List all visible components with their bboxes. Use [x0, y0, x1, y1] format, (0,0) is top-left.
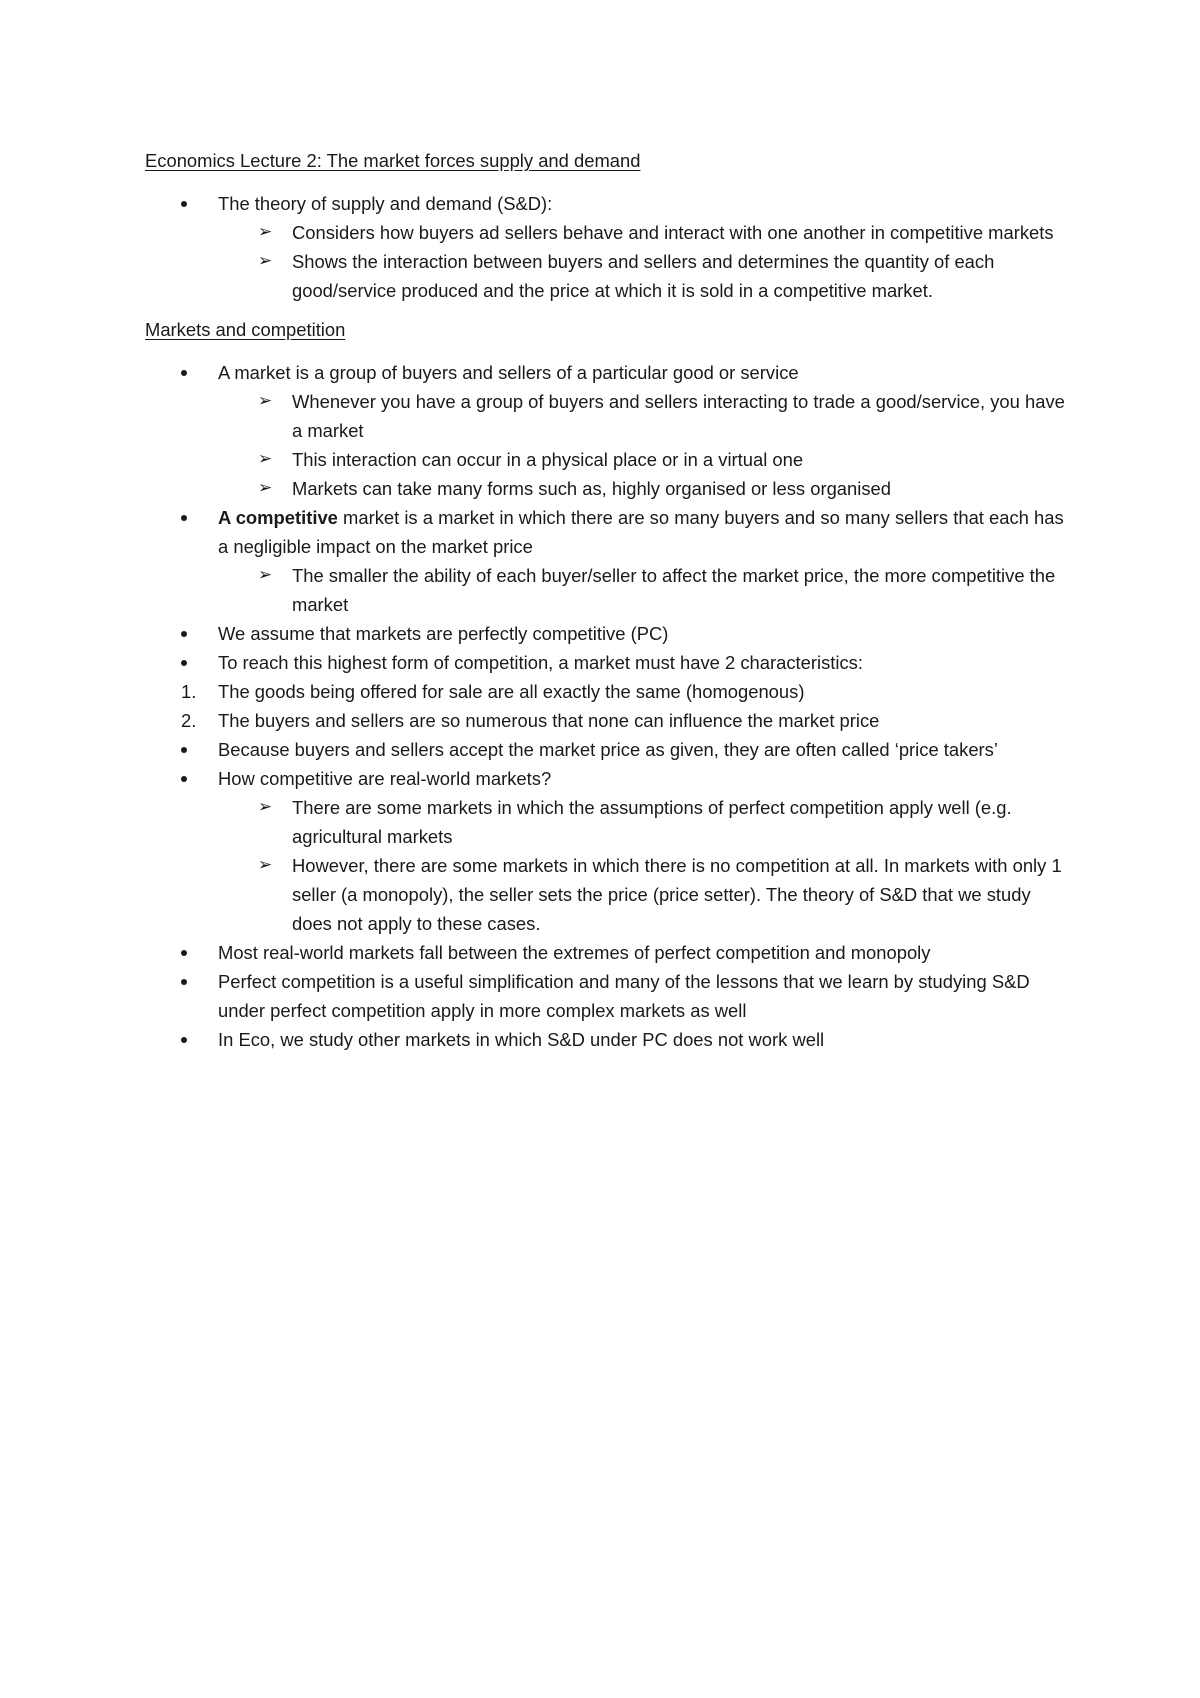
numbered-text: The buyers and sellers are so numerous that none can influence the market price	[218, 710, 880, 731]
numbered-list	[181, 677, 1075, 735]
list-item	[145, 735, 1075, 764]
section-heading: Markets and competition	[145, 319, 346, 340]
sub-list-item	[145, 247, 1075, 305]
section-bullet-list	[145, 358, 1075, 1054]
bullet-text: Because buyers and sellers accept the market price as given, they are often called ‘price takers’	[218, 739, 998, 760]
arrow-bullet-icon: ➢	[258, 565, 273, 585]
number-marker: 1.	[181, 681, 197, 702]
list-item	[145, 189, 1075, 305]
list-item	[145, 503, 1075, 619]
arrow-bullet-icon: ➢	[258, 391, 273, 411]
list-item	[145, 648, 1075, 735]
sub-list-item	[145, 218, 1075, 247]
bullet-text: In Eco, we study other markets in which S&D under PC does not work well	[218, 1029, 825, 1050]
sub-bullet-text: Markets can take many forms such as, highly organised or less organised	[292, 478, 891, 499]
arrow-bullet-icon: ➢	[258, 449, 273, 469]
sub-bullet-text: There are some markets in which the assumptions of perfect competition apply well (e.g. agricultural markets	[292, 797, 1012, 847]
arrow-bullet-icon: ➢	[258, 797, 273, 817]
numbered-text: The goods being offered for sale are all exactly the same (homogenous)	[218, 681, 805, 702]
bullet-text: The theory of supply and demand (S&D):	[218, 193, 553, 214]
arrow-bullet-icon: ➢	[258, 222, 273, 242]
sub-bullet-list	[218, 387, 1075, 503]
sub-list-item	[145, 445, 1075, 474]
sub-bullet-list	[218, 793, 1075, 938]
sub-bullet-list	[218, 218, 1075, 305]
sub-bullet-list	[218, 561, 1075, 619]
sub-list-item	[145, 793, 1075, 851]
sub-list-item	[145, 387, 1075, 445]
bullet-text: Perfect competition is a useful simplification and many of the lessons that we learn by studying S&D under perfect competition apply in more complex markets as well	[218, 971, 1030, 1021]
list-item	[145, 358, 1075, 503]
bullet-icon	[181, 370, 187, 376]
bullet-icon	[181, 950, 187, 956]
numbered-item	[145, 706, 1075, 735]
document-title: Economics Lecture 2: The market forces supply and demand	[145, 150, 641, 171]
numbered-item	[145, 677, 1075, 706]
bullet-icon	[181, 747, 187, 753]
sub-bullet-text: However, there are some markets in which there is no competition at all. In markets with only 1 seller (a monopoly), the seller sets the price (price setter). The theory of S&D that we study does not apply to these cases.	[292, 855, 1062, 934]
number-marker: 2.	[181, 710, 197, 731]
bullet-text: How competitive are real-world markets?	[218, 768, 552, 789]
bullet-icon	[181, 979, 187, 985]
sub-bullet-text: The smaller the ability of each buyer/seller to affect the market price, the more competitive the market	[292, 565, 1056, 615]
list-item	[145, 619, 1075, 648]
document-body	[145, 146, 1075, 1054]
bullet-text: We assume that markets are perfectly competitive (PC)	[218, 623, 669, 644]
bullet-icon	[181, 776, 187, 782]
arrow-bullet-icon: ➢	[258, 251, 273, 271]
bullet-icon	[181, 201, 187, 207]
bullet-text: A market is a group of buyers and sellers of a particular good or service	[218, 362, 799, 383]
sub-list-item	[145, 561, 1075, 619]
bullet-icon	[181, 1037, 187, 1043]
sub-bullet-text: This interaction can occur in a physical place or in a virtual one	[292, 449, 804, 470]
sub-list-item	[145, 851, 1075, 938]
bullet-text: Most real-world markets fall between the extremes of perfect competition and monopoly	[218, 942, 931, 963]
sub-list-item	[145, 474, 1075, 503]
arrow-bullet-icon: ➢	[258, 478, 273, 498]
list-item	[145, 938, 1075, 967]
list-item	[145, 967, 1075, 1025]
intro-bullet-list	[145, 189, 1075, 305]
sub-bullet-text: Considers how buyers ad sellers behave and interact with one another in competitive markets	[292, 222, 1054, 243]
bold-term: A competitive	[218, 507, 338, 528]
bullet-text: To reach this highest form of competition, a market must have 2 characteristics:	[218, 652, 863, 673]
bullet-icon	[181, 631, 187, 637]
bullet-icon	[181, 515, 187, 521]
bullet-icon	[181, 660, 187, 666]
list-item	[145, 764, 1075, 938]
sub-bullet-text: Whenever you have a group of buyers and sellers interacting to trade a good/service, you have a market	[292, 391, 1065, 441]
bullet-text: market is a market in which there are so many buyers and so many sellers that each has a negligible impact on the market price	[218, 507, 1064, 557]
arrow-bullet-icon: ➢	[258, 855, 273, 875]
sub-bullet-text: Shows the interaction between buyers and sellers and determines the quantity of each good/service produced and the price at which it is sold in a competitive market.	[292, 251, 995, 301]
list-item	[145, 1025, 1075, 1054]
